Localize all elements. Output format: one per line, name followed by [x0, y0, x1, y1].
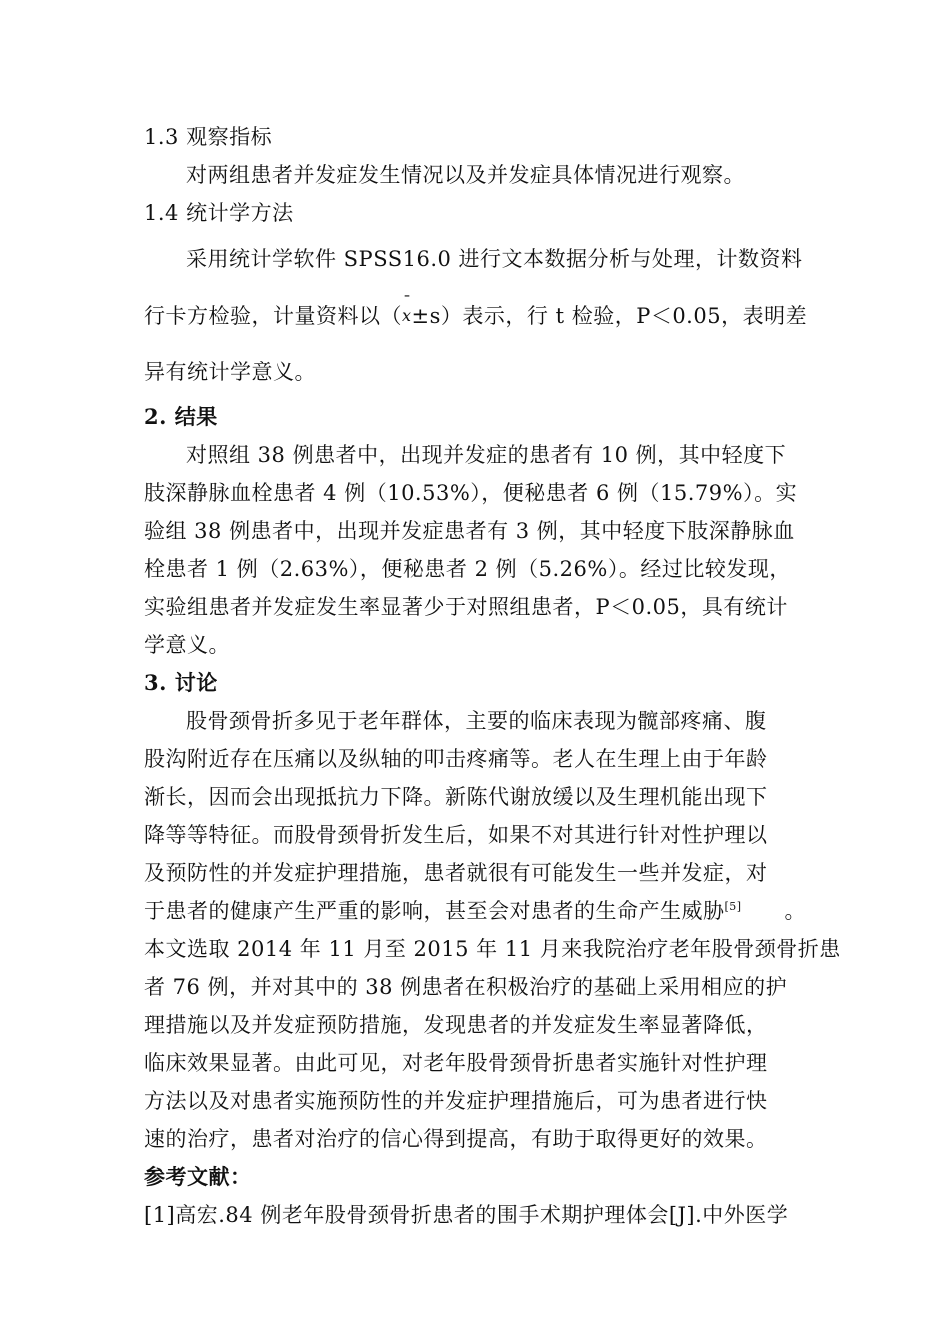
text-column: [144, 118, 841, 1234]
paragraph-2-line: 学意义。: [144, 633, 230, 657]
paragraph-2-line: 实验组患者并发症发生率显著少于对照组患者，P＜0.05，具有统计: [144, 595, 788, 619]
paragraph-2-line: 对照组 38 例患者中，出现并发症的患者有 10 例，其中轻度下: [186, 443, 787, 467]
paragraph-2-line: 验组 38 例患者中，出现并发症患者有 3 例，其中轻度下肢深静脉血: [144, 519, 795, 543]
paragraph-3-line: 降等等特征。而股骨颈骨折发生后，如果不对其进行针对性护理以: [144, 823, 768, 847]
paragraph-3-line: 股沟附近存在压痛以及纵轴的叩击疼痛等。老人在生理上由于年龄: [144, 747, 768, 771]
reference-item: [1]高宏.84 例老年股骨颈骨折患者的围手术期护理体会[J].中外医学: [144, 1203, 789, 1227]
paragraph-2-line: 肢深静脉血栓患者 4 例（10.53%），便秘患者 6 例（15.79%）。实: [144, 481, 798, 505]
paragraph-3-line: 股骨颈骨折多见于老年群体，主要的临床表现为髋部疼痛、腹: [186, 709, 767, 733]
citation-marker: [5]: [724, 900, 742, 913]
paragraph-3-line: 渐长，因而会出现抵抗力下降。新陈代谢放缓以及生理机能出现下: [144, 785, 768, 809]
paragraph-1-4-line: 异有统计学意义。: [144, 360, 316, 384]
section-heading-3: 3. 讨论: [144, 670, 218, 695]
paragraph-3-line: 本文选取 2014 年 11 月至 2015 年 11 月来我院治疗老年股骨颈骨折患: [144, 937, 841, 961]
section-heading-1-3: 1.3 观察指标: [144, 125, 273, 149]
paragraph-3-line: 理措施以及并发症预防措施，发现患者的并发症发生率显著降低，: [144, 1013, 768, 1037]
paragraph-1-4-line: 采用统计学软件 SPSS16.0 进行文本数据分析与处理，计数资料: [186, 247, 803, 271]
paragraph-3-line: 及预防性的并发症护理措施，患者就很有可能发生一些并发症，对: [144, 861, 768, 885]
paragraph-1-4-line: 行卡方检验，计量资料以（ ¯ x ±s）表示，行 t 检验，P＜0.05，表明差: [144, 286, 806, 346]
paragraph-3-line: 者 76 例，并对其中的 38 例患者在积极治疗的基础上采用相应的护: [144, 975, 788, 999]
section-heading-2: 2. 结果: [144, 404, 218, 429]
paragraph-2-line: 栓患者 1 例（2.63%），便秘患者 2 例（5.26%）。经过比较发现，: [144, 557, 791, 581]
references-heading: 参考文献：: [144, 1164, 252, 1189]
mean-symbol: ¯ x: [402, 286, 412, 346]
paragraph-3-line: 临床效果显著。由此可见，对老年股骨颈骨折患者实施针对性护理: [144, 1051, 768, 1075]
paragraph-3-line: 速的治疗，患者对治疗的信心得到提高，有助于取得更好的效果。: [144, 1127, 768, 1151]
paragraph-3-line: 于患者的健康产生严重的影响，甚至会对患者的生命产生威胁[5] 。: [144, 899, 806, 923]
paragraph-3-line: 方法以及对患者实施预防性的并发症护理措施后，可为患者进行快: [144, 1089, 768, 1113]
section-heading-1-4: 1.4 统计学方法: [144, 201, 294, 225]
paragraph-1-3: 对两组患者并发症发生情况以及并发症具体情况进行观察。: [186, 163, 745, 187]
